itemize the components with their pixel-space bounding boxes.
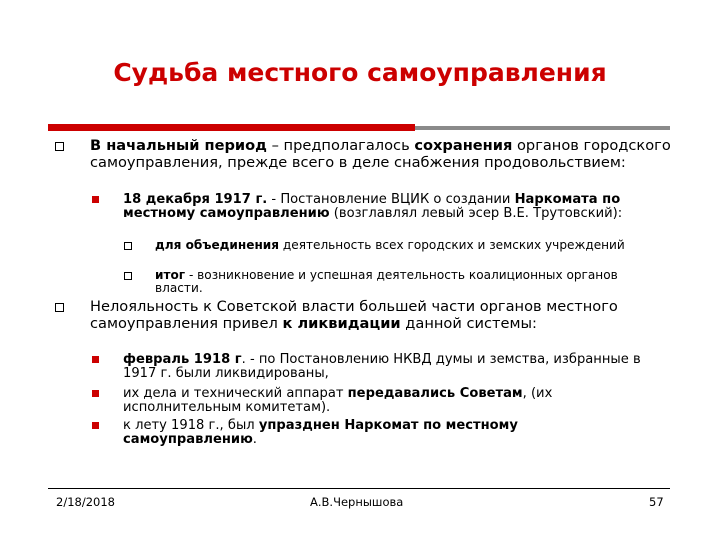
- text-run: органов городского самоуправления, прежде всего в деле снабжения продовольствием:: [90, 137, 671, 171]
- text-run: деятельность всех городских и земских учреждений: [279, 238, 625, 252]
- bullet-2-3-text: [123, 419, 648, 447]
- footer-page-number: 57: [649, 495, 664, 509]
- red-square-icon: [92, 196, 99, 203]
- bullet-2-text: [90, 299, 635, 332]
- bold-text-run: сохранения: [414, 137, 513, 154]
- footer-rule: [48, 488, 670, 489]
- red-square-icon: [92, 390, 99, 397]
- bold-text-run: 18 декабря 1917 г.: [123, 192, 268, 207]
- bullet-1-1-text: [123, 193, 683, 221]
- text-run: - Постановление ВЦИК о создании: [267, 192, 515, 207]
- bullet-1-1-1-text: [155, 239, 655, 252]
- bold-text-run: Наркомата по местному самоуправлению: [123, 192, 621, 222]
- title-rule-red: [48, 124, 415, 131]
- bold-text-run: передавались Советам: [347, 386, 523, 401]
- footer-author: А.В.Чернышова: [310, 495, 404, 509]
- bold-text-run: февраль 1918 г: [123, 352, 242, 367]
- text-run: данной системы:: [400, 314, 537, 332]
- text-run: (возглавлял левый эсер В.Е. Трутовский):: [329, 206, 623, 222]
- text-run: их дела и технический аппарат: [123, 386, 348, 401]
- hollow-square-icon: [124, 272, 132, 280]
- hollow-square-icon: [124, 242, 132, 250]
- text-run: - возникновение и успешная деятельность коалиционных органов власти.: [155, 268, 618, 296]
- hollow-square-icon: [55, 142, 64, 151]
- bold-text-run: В начальный период: [90, 137, 267, 154]
- text-run: .: [252, 432, 257, 448]
- bullet-1-text: [90, 138, 680, 171]
- text-run: Нелояльность к Советской власти большей части органов местного самоуправления привел: [90, 298, 618, 332]
- text-run: к лету 1918 г., был: [123, 418, 259, 433]
- red-square-icon: [92, 422, 99, 429]
- bold-text-run: итог: [155, 268, 186, 282]
- text-run: , (их исполнительным комитетам).: [123, 386, 553, 416]
- bullet-1-1-2-text: [155, 269, 655, 296]
- bullet-2-2-text: [123, 387, 648, 415]
- bold-text-run: для объединения: [155, 238, 280, 252]
- title-rule-gray: [415, 126, 670, 130]
- footer-date: 2/18/2018: [56, 495, 115, 509]
- slide-title: Судьба местного самоуправления: [113, 58, 607, 87]
- hollow-square-icon: [55, 303, 64, 312]
- text-run: . - по Постановлению НКВД думы и земства, избранные в 1917 г. были ликвидированы,: [123, 352, 641, 382]
- bold-text-run: упразднен Наркомат по местному самоуправлению: [123, 418, 518, 448]
- bullet-2-1-text: [123, 353, 648, 381]
- red-square-icon: [92, 356, 99, 363]
- text-run: – предполагалось: [266, 137, 415, 154]
- bold-text-run: к ликвидации: [282, 314, 401, 332]
